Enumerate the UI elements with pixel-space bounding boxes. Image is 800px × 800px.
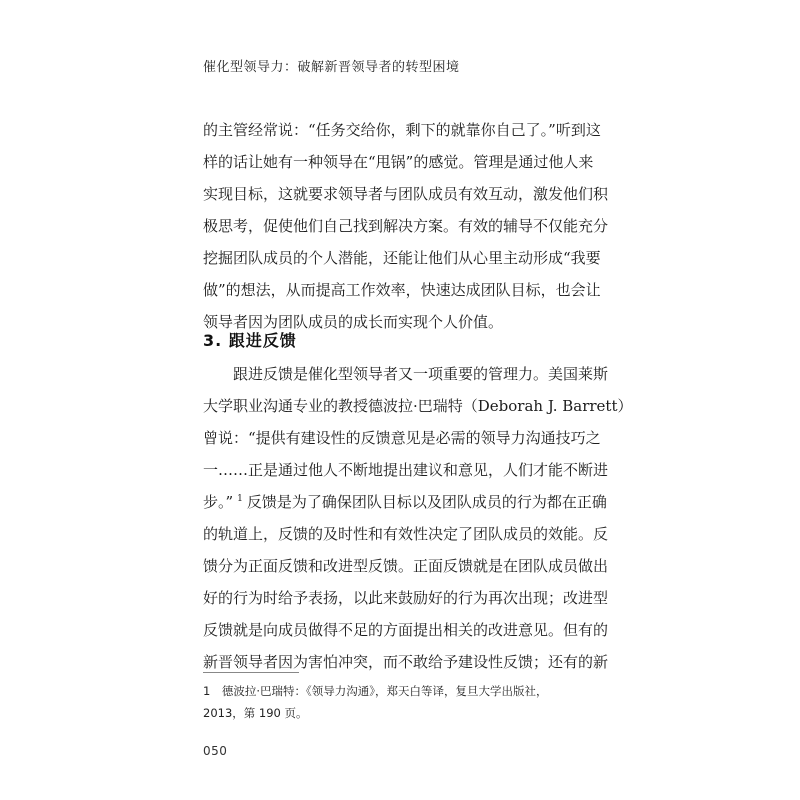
paragraph-1	[203, 114, 609, 338]
text-line: 曾说：“提供有建设性的反馈意见是必需的领导力沟通技巧之	[203, 429, 601, 447]
text-line: 做”的想法，从而提高工作效率，快速达成团队目标，也会让	[203, 281, 601, 299]
footnote-line: 1 德波拉·巴瑞特：《领导力沟通》，郑天白等译，复旦大学出版社，	[203, 684, 548, 698]
footnote-divider	[203, 672, 299, 673]
text-line: 领导者因为团队成员的成长而实现个人价值。	[203, 313, 504, 331]
text-line: 一……正是通过他人不断地提出建议和意见，人们才能不断进	[203, 461, 609, 479]
text-line-with-footnote	[203, 486, 607, 518]
footnote	[203, 680, 603, 724]
text-line: 实现目标，这就要求领导者与团队成员有效互动，激发他们积	[203, 185, 609, 203]
text-fragment: 反馈是为了确保团队目标以及团队成员的行为都在正确	[246, 493, 607, 511]
footnote-marker: 1	[237, 494, 243, 504]
paragraph-2	[203, 358, 633, 678]
text-line: 跟进反馈是催化型领导者又一项重要的管理力。美国莱斯	[233, 365, 609, 383]
text-fragment: 步。”	[203, 493, 234, 511]
text-line: 馈分为正面反馈和改进型反馈。正面反馈就是在团队成员做出	[203, 557, 609, 575]
text-line: 样的话让她有一种领导在“甩锅”的感觉。管理是通过他人来	[203, 153, 594, 171]
text-line: 挖掘团队成员的个人潜能，还能让他们从心里主动形成“我要	[203, 249, 601, 267]
text-line: 反馈就是向成员做得不足的方面提出相关的改进意见。但有的	[203, 621, 609, 639]
running-header: 催化型领导力：破解新晋领导者的转型困境	[203, 60, 460, 75]
text-line: 好的行为时给予表扬，以此来鼓励好的行为再次出现；改进型	[203, 589, 609, 607]
text-line: 极思考，促使他们自己找到解决方案。有效的辅导不仅能充分	[203, 217, 609, 235]
page-number: 050	[203, 744, 228, 758]
text-line: 的轨道上，反馈的及时性和有效性决定了团队成员的效能。反	[203, 525, 609, 543]
text-line: 新晋领导者因为害怕冲突，而不敢给予建设性反馈；还有的新	[203, 653, 609, 671]
footnote-line: 2013，第 190 页。	[203, 706, 308, 720]
text-line: 的主管经常说：“任务交给你，剩下的就靠你自己了。”听到这	[203, 121, 601, 139]
text-line: 大学职业沟通专业的教授德波拉·巴瑞特（Deborah J. Barrett）	[203, 397, 633, 415]
section-heading: 3. 跟进反馈	[203, 331, 297, 350]
